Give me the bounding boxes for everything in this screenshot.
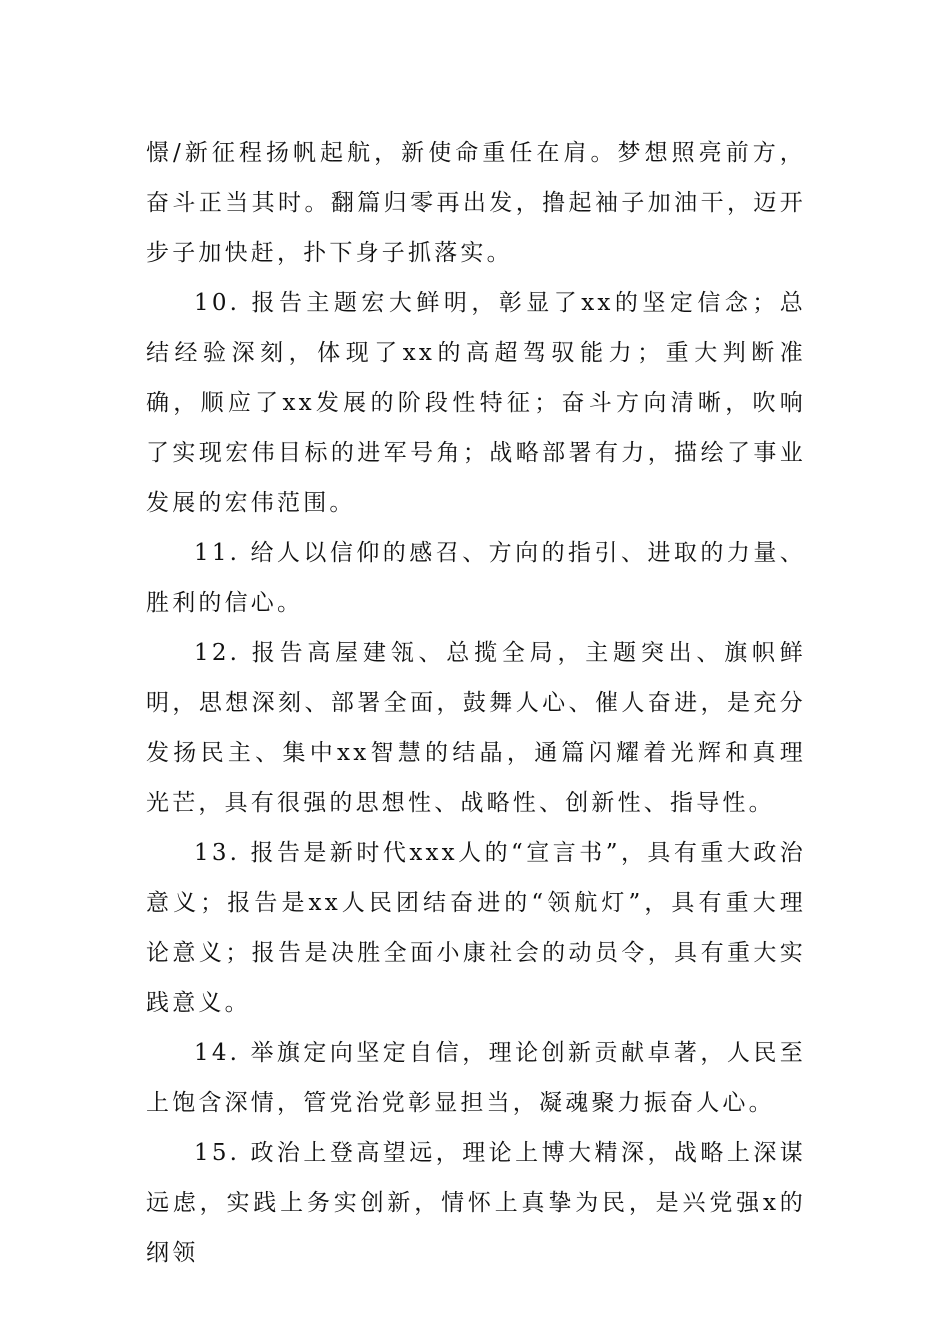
item-number: 15. bbox=[194, 1140, 241, 1166]
paragraph-text: 憬/新征程扬帆起航，新使命重任在肩。梦想照亮前方，奋斗正当其时。翻篇归零再出发，撸起袖子加油干，迈开步子加快赶，扑下身子抓落实。 bbox=[146, 140, 806, 266]
paragraph-text: 报告高屋建瓴、总揽全局，主题突出、旗帜鲜明，思想深刻、部署全面，鼓舞人心、催人奋进，是充分发扬民主、集中xx智慧的结晶，通篇闪耀着光辉和真理光芒，具有很强的思想性、战略性、创新性、指导性。 bbox=[146, 640, 806, 816]
item-number: 10. bbox=[194, 290, 241, 316]
paragraph-continuation bbox=[146, 128, 806, 278]
paragraph-item-10 bbox=[146, 278, 806, 528]
paragraph-text: 报告主题宏大鲜明，彰显了xx的坚定信念；总结经验深刻，体现了xx的高超驾驭能力；重大判断准确，顺应了xx发展的阶段性特征；奋斗方向清晰，吹响了实现宏伟目标的进军号角；战略部署有力，描绘了事业发展的宏伟范围。 bbox=[146, 290, 806, 516]
paragraph-item-11 bbox=[146, 528, 806, 628]
paragraph-text: 政治上登高望远，理论上博大精深，战略上深谋远虑，实践上务实创新，情怀上真挚为民，是兴党强x的纲领 bbox=[146, 1140, 806, 1266]
item-number: 14. bbox=[194, 1040, 241, 1066]
paragraph-text: 给人以信仰的感召、方向的指引、进取的力量、胜利的信心。 bbox=[146, 540, 806, 616]
document-body bbox=[146, 128, 806, 1278]
paragraph-item-12 bbox=[146, 628, 806, 828]
paragraph-item-14 bbox=[146, 1028, 806, 1128]
paragraph-item-13 bbox=[146, 828, 806, 1028]
item-number: 13. bbox=[194, 840, 241, 866]
paragraph-text: 报告是新时代xxx人的“宣言书”，具有重大政治意义；报告是xx人民团结奋进的“领航灯”，具有重大理论意义；报告是决胜全面小康社会的动员令，具有重大实践意义。 bbox=[146, 840, 806, 1016]
item-number: 12. bbox=[194, 640, 241, 666]
paragraph-text: 举旗定向坚定自信，理论创新贡献卓著，人民至上饱含深情，管党治党彰显担当，凝魂聚力振奋人心。 bbox=[146, 1040, 806, 1116]
paragraph-item-15 bbox=[146, 1128, 806, 1278]
item-number: 11. bbox=[194, 540, 241, 566]
